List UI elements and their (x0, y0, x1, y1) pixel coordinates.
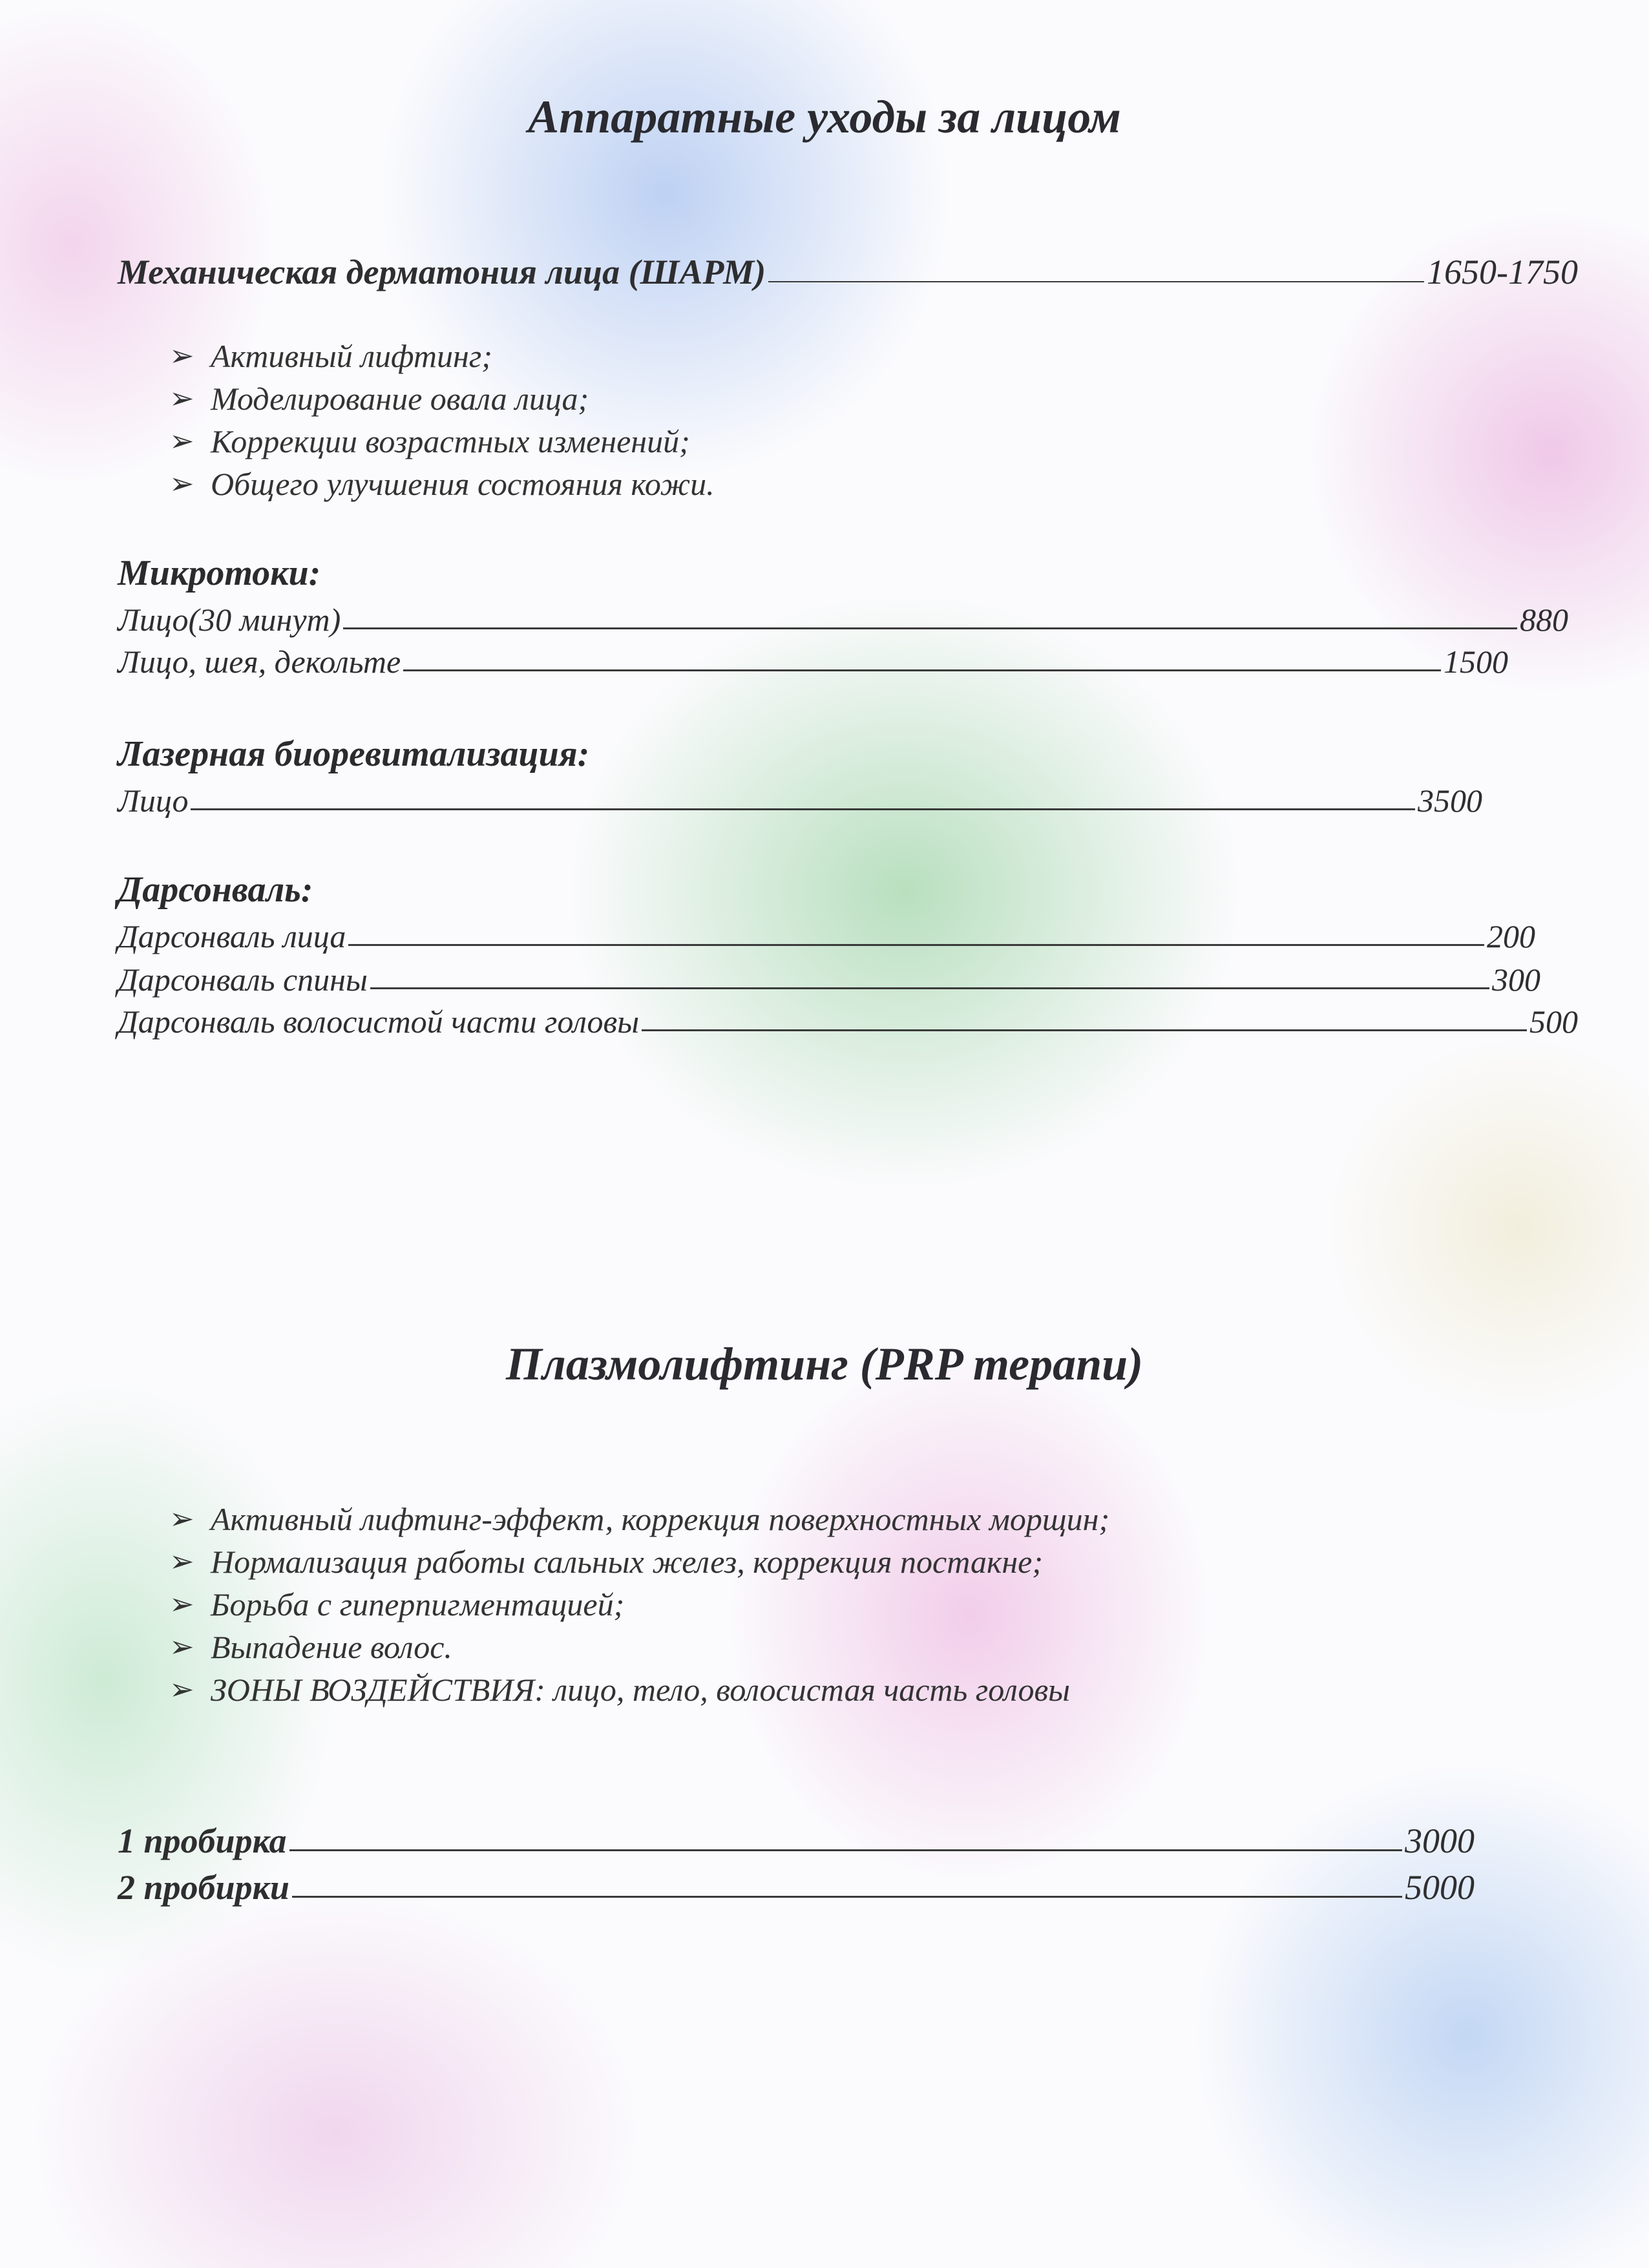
list-item: ➢ Выпадение волос. (169, 1626, 1109, 1668)
price-row: Дарсонваль лица 200 (118, 918, 1535, 954)
list-item: ➢ Нормализация работы сальных желез, коррекция постакне; (169, 1540, 1109, 1583)
list-item: ➢ Коррекции возрастных изменений; (169, 420, 715, 463)
arrow-bullet-icon: ➢ (169, 1502, 194, 1535)
arrow-bullet-icon: ➢ (169, 1673, 194, 1706)
charm-benefits-list (169, 335, 715, 505)
leader-line (289, 1849, 1402, 1851)
section-title-hardware-face-care: Аппаратные уходы за лицом (528, 91, 1121, 143)
category-title-laser-biorevitalization: Лазерная биоревитализация: (118, 734, 590, 774)
price-row: Дарсонваль волосистой части головы 500 (118, 1003, 1578, 1040)
arrow-bullet-icon: ➢ (169, 1630, 194, 1663)
plasmolifting-benefits-list (169, 1498, 1109, 1711)
price-row: Дарсонваль спины 300 (118, 961, 1540, 998)
arrow-bullet-icon: ➢ (169, 425, 194, 457)
price-value: 1650-1750 (1427, 253, 1578, 291)
list-item: ➢ Активный лифтинг; (169, 335, 715, 377)
leader-line (370, 987, 1489, 989)
arrow-bullet-icon: ➢ (169, 339, 194, 372)
price-row-two-tubes: 2 пробирки 5000 (118, 1868, 1475, 1907)
arrow-bullet-icon: ➢ (169, 1588, 194, 1621)
list-item: ➢ ЗОНЫ ВОЗДЕЙСТВИЯ: лицо, тело, волосистая часть головы (169, 1668, 1109, 1711)
list-item: ➢ Активный лифтинг-эффект, коррекция поверхностных морщин; (169, 1498, 1109, 1540)
price-row: Лицо, шея, декольте 1500 (118, 644, 1508, 680)
leader-line (292, 1895, 1402, 1898)
leader-line (348, 943, 1484, 946)
section-title-plasmolifting: Плазмолифтинг (PRP терапи) (505, 1338, 1144, 1390)
price-row-one-tube: 1 пробирка 3000 (118, 1822, 1475, 1860)
arrow-bullet-icon: ➢ (169, 467, 194, 500)
category-title-darsonval: Дарсонваль: (118, 870, 313, 910)
list-item: ➢ Борьба с гиперпигментацией; (169, 1583, 1109, 1626)
price-row: Лицо(30 минут) 880 (118, 602, 1568, 638)
leader-line (191, 808, 1415, 810)
list-item: ➢ Общего улучшения состояния кожи. (169, 463, 715, 505)
price-row-charm (118, 252, 1578, 292)
leader-line (343, 627, 1517, 629)
category-title-microcurrents: Микротоки: (118, 553, 321, 593)
price-label: Механическая дерматония лица (ШАРМ) (118, 253, 766, 291)
price-row: Лицо 3500 (118, 782, 1482, 819)
leader-line (403, 669, 1441, 671)
leader-line (768, 280, 1424, 282)
list-item: ➢ Моделирование овала лица; (169, 377, 715, 420)
arrow-bullet-icon: ➢ (169, 1545, 194, 1578)
leader-line (642, 1029, 1527, 1031)
arrow-bullet-icon: ➢ (169, 382, 194, 415)
